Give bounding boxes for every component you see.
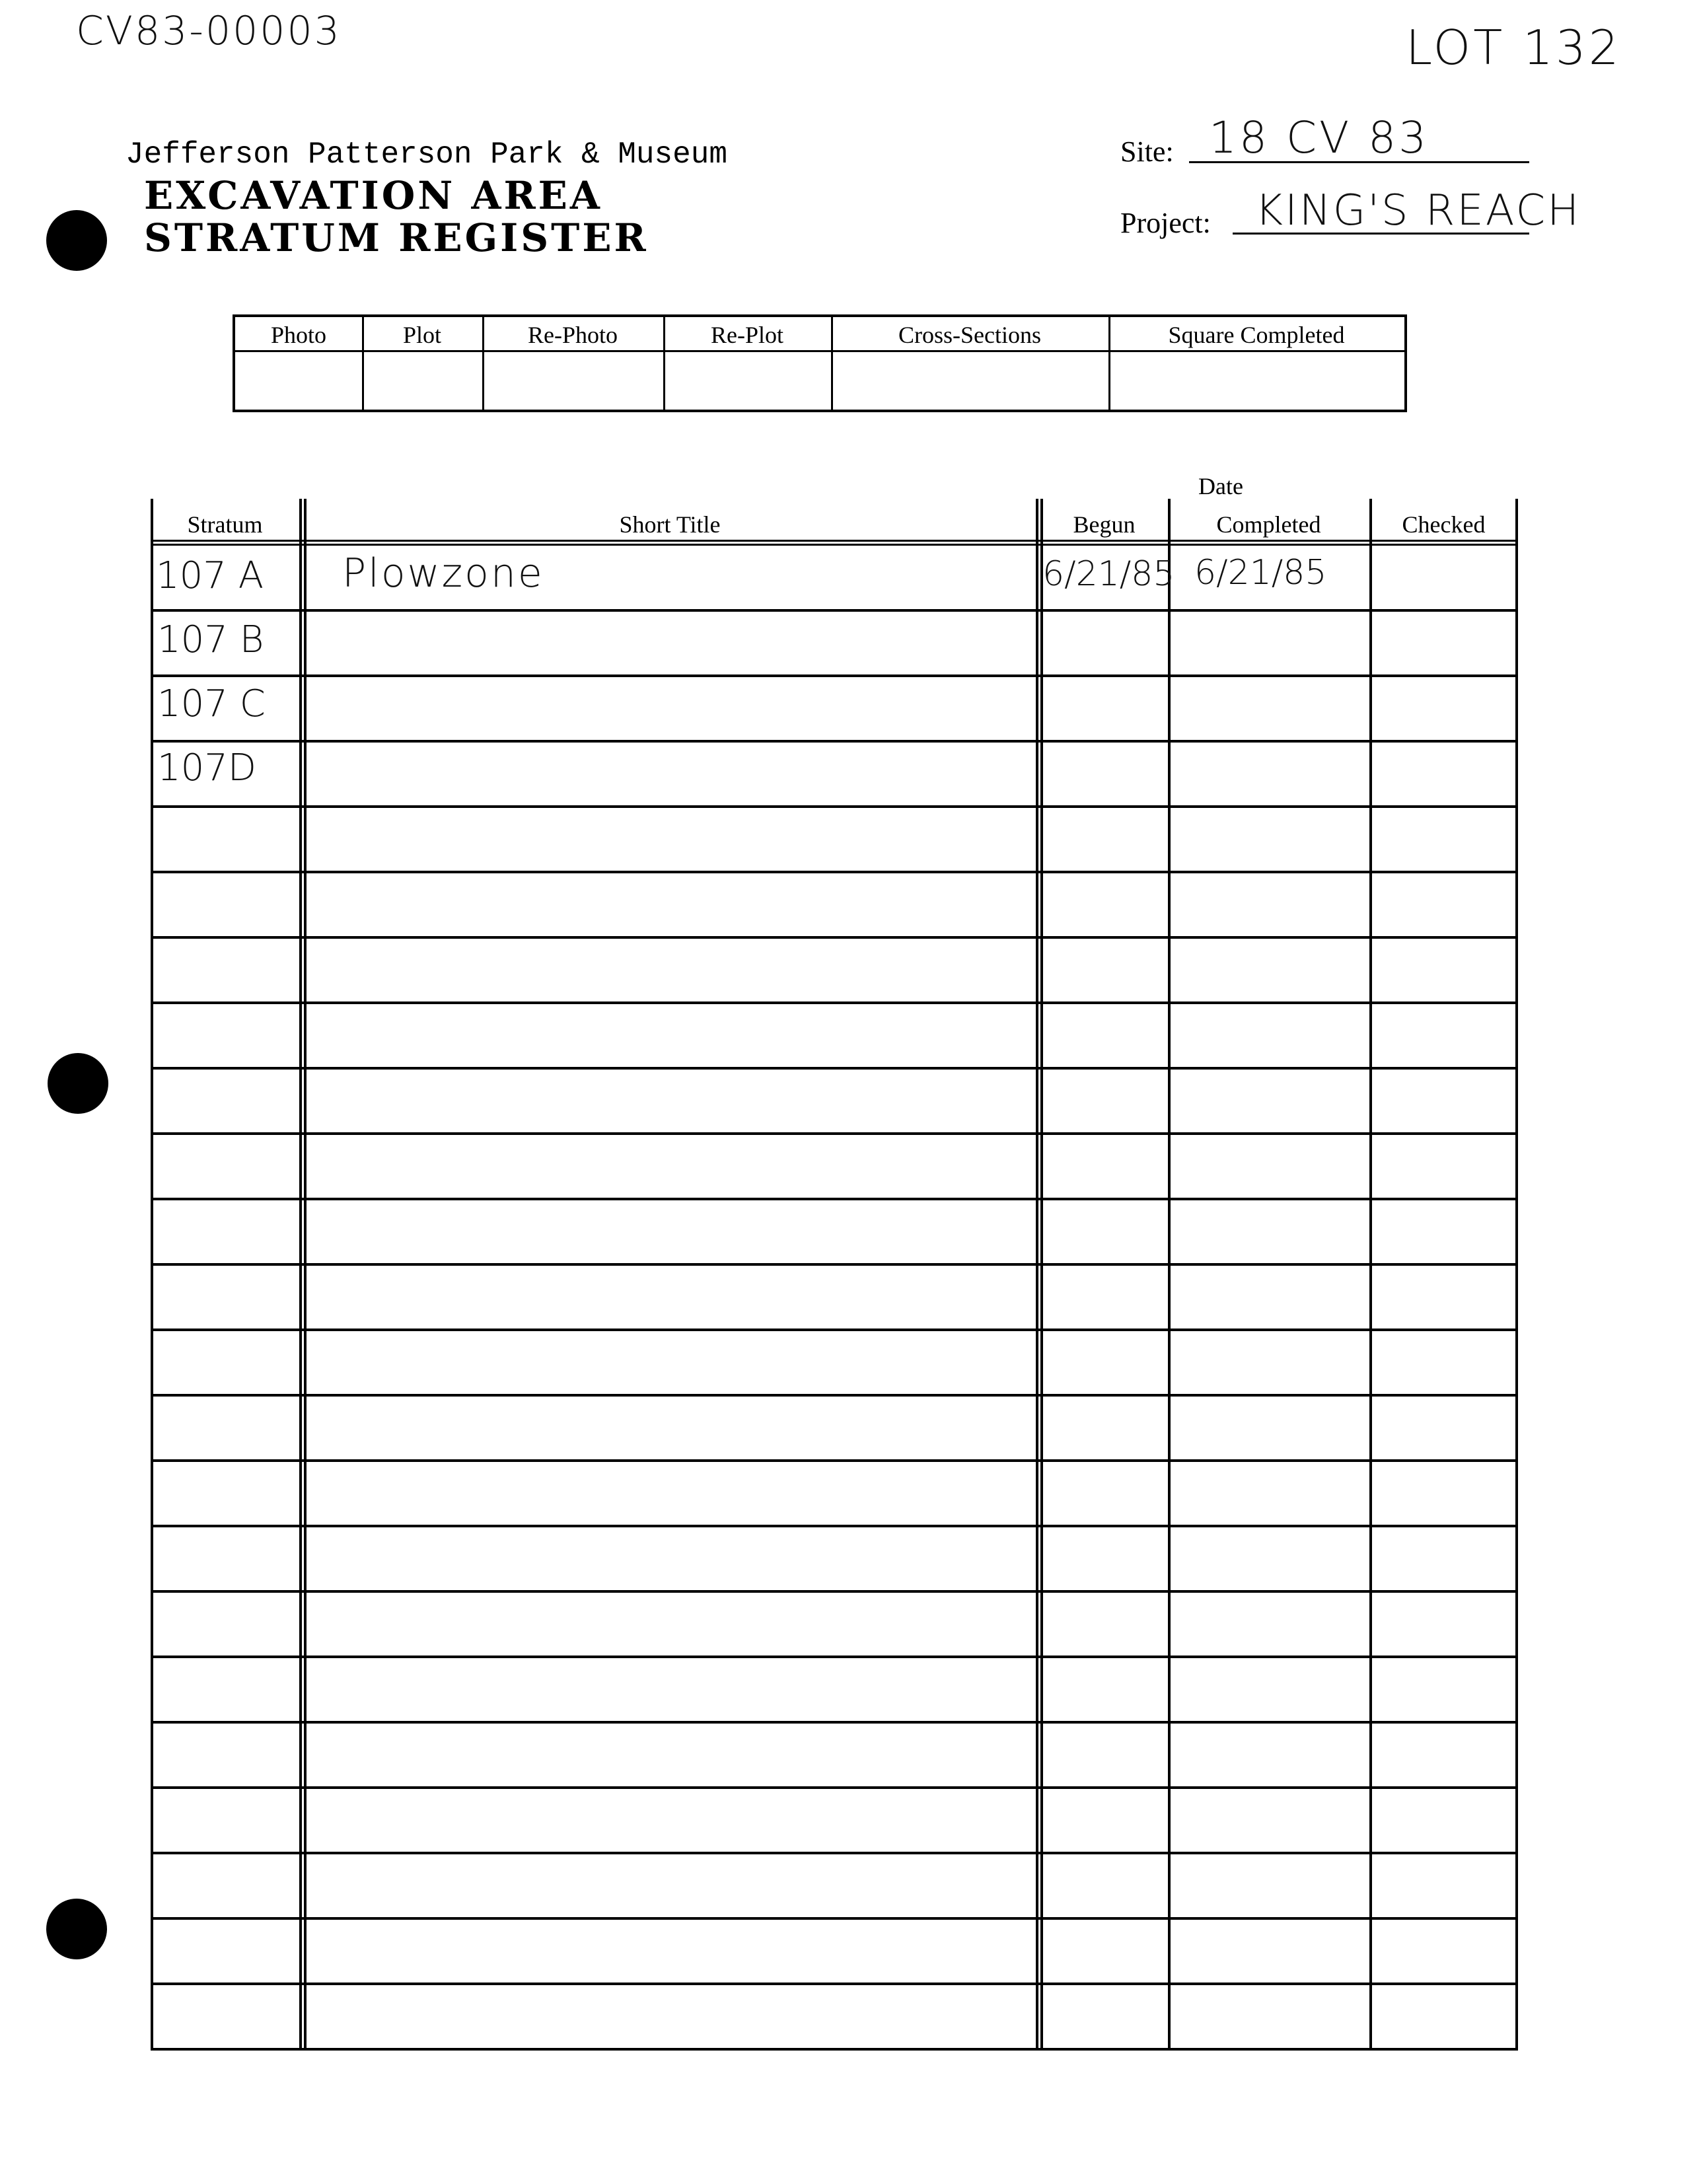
stratum-cell: 107 A: [156, 554, 264, 597]
lot-number: LOT 132: [1406, 20, 1622, 75]
row-rule: [151, 936, 1518, 939]
short-title-cell: Plowzone: [342, 550, 544, 597]
col-re-photo: Re-Photo: [527, 322, 618, 348]
row-rule: [151, 1329, 1518, 1331]
row-rule: [151, 1132, 1518, 1135]
punch-hole-bottom: [46, 1899, 107, 1959]
col-re-plot: Re-Plot: [710, 322, 783, 348]
row-rule: [151, 1786, 1518, 1789]
institution-name: Jefferson Patterson Park & Museum: [126, 137, 727, 172]
cell-re-photo[interactable]: [484, 351, 662, 410]
col-stratum: Stratum: [187, 511, 263, 538]
row-rule: [151, 1394, 1518, 1397]
table-row[interactable]: [151, 674, 1518, 737]
form-title-line2: STRATUM REGISTER: [144, 215, 649, 260]
row-rule: [151, 2048, 1518, 2051]
stratum-cell: 107D: [157, 746, 257, 789]
row-rule: [151, 1525, 1518, 1527]
cell-re-plot[interactable]: [665, 351, 830, 410]
row-rule: [151, 1459, 1518, 1462]
col-photo: Photo: [270, 322, 327, 348]
row-rule: [151, 1852, 1518, 1854]
site-label: Site:: [1120, 135, 1174, 168]
cell-photo[interactable]: [235, 351, 361, 410]
row-rule: [151, 1263, 1518, 1266]
col-cross-sections: Cross-Sections: [898, 322, 1041, 348]
row-rule: [151, 1001, 1518, 1004]
col-checked: Checked: [1402, 511, 1486, 538]
stratum-register-table: [151, 473, 1518, 2048]
stratum-cell: 107 C: [157, 682, 266, 725]
cell-square-completed[interactable]: [1110, 351, 1403, 410]
photo-plot-table: [233, 314, 1407, 412]
row-rule: [151, 1983, 1518, 1985]
completed-cell: 6/21/85: [1194, 553, 1327, 593]
project-value[interactable]: KING'S REACH: [1255, 186, 1581, 235]
row-rule: [151, 1917, 1518, 1920]
stratum-cell: 107 B: [157, 618, 264, 661]
row-rule: [151, 1198, 1518, 1200]
punch-hole-top: [46, 210, 107, 271]
row-rule: [151, 871, 1518, 873]
cell-plot[interactable]: [363, 351, 481, 410]
row-rule: [151, 1067, 1518, 1070]
cell-cross-sections[interactable]: [832, 351, 1107, 410]
begun-cell: 6/21/85: [1042, 554, 1175, 594]
table-row[interactable]: [151, 739, 1518, 801]
row-rule: [151, 805, 1518, 808]
header-rule: [151, 540, 1518, 542]
row-rule: [151, 1590, 1518, 1593]
punch-hole-middle: [48, 1053, 108, 1114]
col-short-title: Short Title: [619, 511, 721, 538]
header-rule: [151, 544, 1518, 546]
row-rule: [151, 1656, 1518, 1658]
table-row[interactable]: [151, 546, 1518, 609]
project-label: Project:: [1120, 207, 1211, 239]
col-begun: Begun: [1073, 511, 1136, 538]
site-value[interactable]: 18 CV 83: [1209, 112, 1430, 163]
col-completed: Completed: [1216, 511, 1321, 538]
document-id: CV83-00003: [76, 8, 342, 54]
date-group-header: Date: [1198, 473, 1243, 499]
col-plot: Plot: [402, 322, 442, 348]
form-title-line1: EXCAVATION AREA: [144, 173, 602, 218]
col-square-completed: Square Completed: [1168, 322, 1345, 348]
table-row[interactable]: [151, 610, 1518, 673]
row-rule: [151, 1721, 1518, 1724]
